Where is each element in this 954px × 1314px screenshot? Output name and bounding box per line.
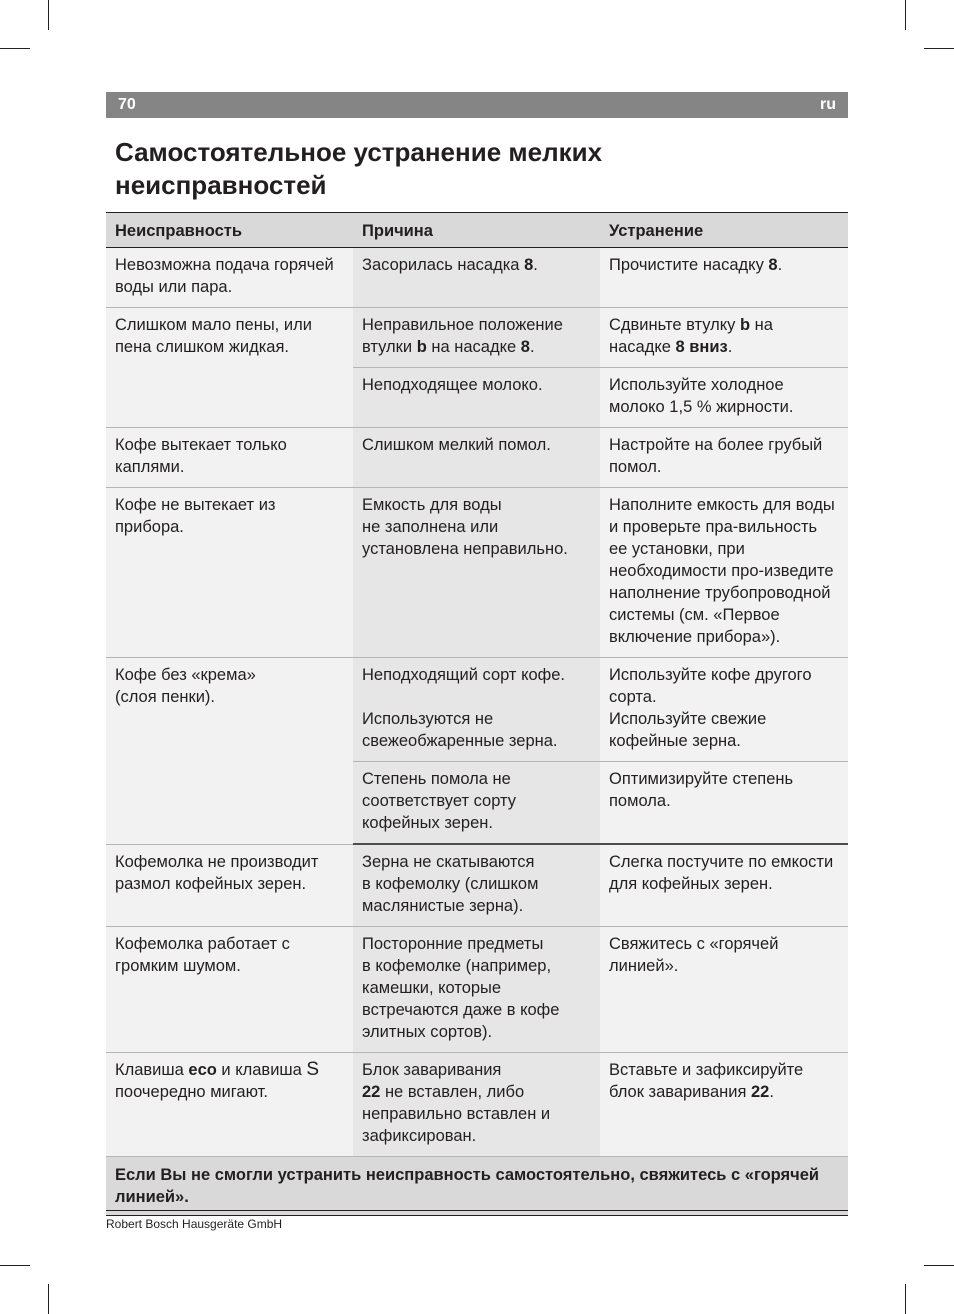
column-header-cause: Причина <box>353 213 600 248</box>
crop-mark <box>48 0 49 30</box>
fault-cell: Слишком мало пены, или пена слишком жидкая. <box>106 308 353 428</box>
s-key-symbol: S <box>306 1059 320 1080</box>
table-row <box>106 1053 848 1157</box>
fix-cell: Наполните емкость для воды и проверьте пра-вильность ее установки, при необходимости про-изведите наполнение трубопроводной системы (см. «Первое включение прибора»). <box>600 488 848 658</box>
fix-cell: Используйте кофе другого сорта. Используйте свежие кофейные зерна. <box>600 658 848 762</box>
table-row <box>106 308 848 368</box>
page-title-line2: неисправностей <box>115 170 327 200</box>
fault-cell: Невозможна подача горячей воды или пара. <box>106 248 353 308</box>
cause-cell: Посторонние предметы в кофемолке (например, камешки, которые встречаются даже в кофе элитных сортов). <box>353 927 600 1053</box>
fix-cell: Сдвиньте втулку b на насадке 8 вниз. <box>600 308 848 368</box>
language-code: ru <box>820 96 836 113</box>
cause-cell: Емкость для воды не заполнена или установлена неправильно. <box>353 488 600 658</box>
hotline-note: Если Вы не смогли устранить неисправность самостоятельно, свяжитесь с «горячей линией». <box>106 1157 848 1216</box>
fix-cell: Используйте холодное молоко 1,5 % жирности. <box>600 368 848 428</box>
cause-cell: Степень помола не соответствует сорту кофейных зерен. <box>353 762 600 845</box>
crop-mark <box>0 48 30 49</box>
fix-cell: Слегка постучите по емкости для кофейных зерен. <box>600 844 848 927</box>
table-row <box>106 428 848 488</box>
cause-cell: Зерна не скатываются в кофемолку (слишком маслянистые зерна). <box>353 844 600 927</box>
fix-cell: Свяжитесь с «горячей линией». <box>600 927 848 1053</box>
footer-company: Robert Bosch Hausgeräte GmbH <box>106 1217 283 1231</box>
column-header-fix: Устранение <box>600 213 848 248</box>
fault-cell: Кофе не вытекает из прибора. <box>106 488 353 658</box>
fix-cell: Вставьте и зафиксируйте блок заваривания 22. <box>600 1053 848 1157</box>
fix-cell: Прочистите насадку 8. <box>600 248 848 308</box>
page-header-bar <box>106 92 848 118</box>
fix-cell: Настройте на более грубый помол. <box>600 428 848 488</box>
fault-cell: Клавиша eco и клавиша S поочередно мигают. <box>106 1053 353 1157</box>
footer-divider <box>106 1210 848 1211</box>
page-title <box>115 136 835 202</box>
table-row <box>106 658 848 762</box>
page-number: 70 <box>118 96 136 113</box>
table-header-row <box>106 213 848 248</box>
table-row <box>106 248 848 308</box>
crop-mark <box>905 1284 906 1314</box>
fault-cell: Кофе без «крема» (слоя пенки). <box>106 658 353 845</box>
cause-cell: Засорилась насадка 8. <box>353 248 600 308</box>
crop-mark <box>924 48 954 49</box>
fault-cell: Кофемолка работает с громким шумом. <box>106 927 353 1053</box>
cause-cell: Неподходящий сорт кофе. Используются не свежеобжаренные зерна. <box>353 658 600 762</box>
fault-cell: Кофемолка не производит размол кофейных зерен. <box>106 844 353 927</box>
cause-cell: Слишком мелкий помол. <box>353 428 600 488</box>
crop-mark <box>48 1284 49 1314</box>
crop-mark <box>905 0 906 30</box>
table-row <box>106 844 848 927</box>
table-row <box>106 927 848 1053</box>
crop-mark <box>0 1265 30 1266</box>
fix-cell: Оптимизируйте степень помола. <box>600 762 848 845</box>
cause-cell: Неправильное положение втулки b на насадке 8. <box>353 308 600 368</box>
troubleshooting-table <box>106 212 848 1216</box>
page-title-line1: Самостоятельное устранение мелких <box>115 137 603 167</box>
crop-mark <box>924 1265 954 1266</box>
column-header-fault: Неисправность <box>106 213 353 248</box>
fault-cell: Кофе вытекает только каплями. <box>106 428 353 488</box>
cause-cell: Блок заваривания 22 не вставлен, либо неправильно вставлен и зафиксирован. <box>353 1053 600 1157</box>
table-footer-row <box>106 1157 848 1216</box>
table-row <box>106 488 848 658</box>
cause-cell: Неподходящее молоко. <box>353 368 600 428</box>
